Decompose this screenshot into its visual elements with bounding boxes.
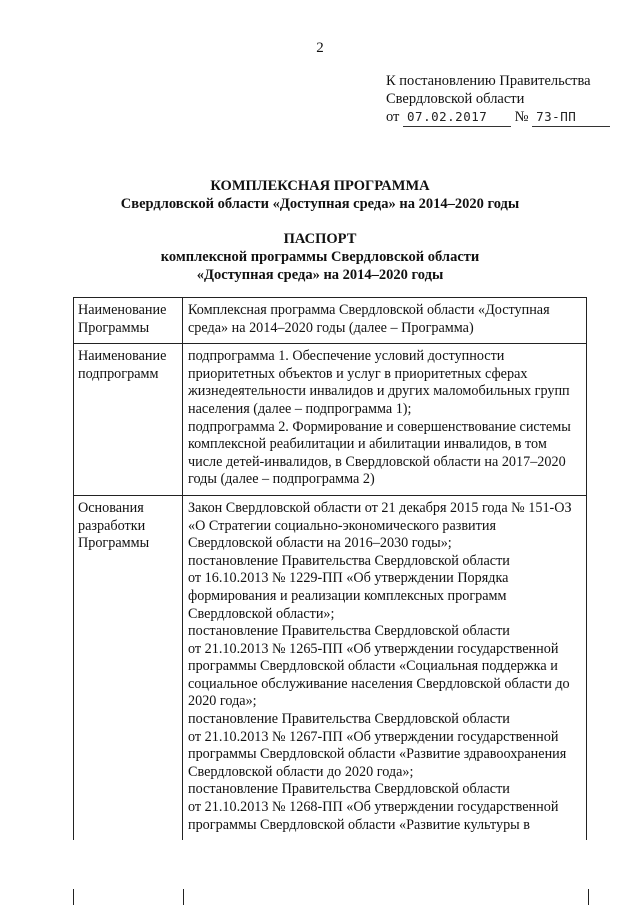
row-value-line: комплексной реабилитации и абилитации инвалидов, в том bbox=[188, 436, 547, 453]
row-value-line: среда» на 2014–2020 годы (далее – Программа) bbox=[188, 319, 474, 336]
row-value-line: программы Свердловской области «Развитие культуры в bbox=[188, 816, 530, 833]
row-value-line: от 21.10.2013 № 1268-ПП «Об утверждении государственной bbox=[188, 799, 559, 816]
row-value-line: подпрограмма 1. Обеспечение условий доступности bbox=[188, 348, 505, 365]
row-value-line: программы Свердловской области «Социальная поддержка и bbox=[188, 658, 558, 675]
decree-number: 73-ПП bbox=[532, 108, 610, 127]
row-value-line: социальное обслуживание населения Свердловской области до bbox=[188, 675, 570, 692]
row-value-line: постановление Правительства Свердловской области bbox=[188, 781, 510, 798]
row-value-cell bbox=[183, 298, 587, 344]
table-row bbox=[74, 344, 587, 496]
row-value-line: формирования и реализации комплексных программ bbox=[188, 587, 507, 604]
row-value-line: программы Свердловской области «Развитие здравоохранения bbox=[188, 746, 567, 763]
row-label-line: разработки bbox=[78, 517, 146, 534]
decree-date: 07.02.2017 bbox=[403, 108, 511, 127]
table-row bbox=[74, 298, 587, 344]
attachment-line-1: К постановлению Правительства bbox=[386, 73, 591, 89]
row-label-line: Программы bbox=[78, 535, 150, 552]
attachment-note bbox=[386, 72, 610, 127]
row-value-line: от 21.10.2013 № 1265-ПП «Об утверждении государственной bbox=[188, 640, 559, 657]
program-title-line-1: КОМПЛЕКСНАЯ ПРОГРАММА bbox=[210, 178, 430, 194]
row-value-line: Комплексная программа Свердловской области «Доступная bbox=[188, 302, 550, 318]
row-value-line: жизнедеятельности инвалидов и других маломобильных групп bbox=[188, 383, 570, 400]
passport-title-line-1: ПАСПОРТ bbox=[283, 231, 357, 247]
row-value-line: населения (далее – подпрограмма 1); bbox=[188, 400, 412, 417]
number-label: № bbox=[514, 109, 529, 125]
passport-table bbox=[73, 297, 587, 840]
attachment-line-2: Свердловской области bbox=[386, 91, 525, 107]
row-label-cell bbox=[74, 344, 183, 496]
row-value-line: подпрограмма 2. Формирование и совершенствование системы bbox=[188, 418, 571, 435]
row-value-line: постановление Правительства Свердловской области bbox=[188, 552, 510, 569]
table-continuation bbox=[73, 889, 589, 905]
program-title bbox=[0, 177, 640, 213]
row-value-cell bbox=[183, 495, 587, 840]
row-label-cell bbox=[74, 495, 183, 840]
program-title-line-2: Свердловской области «Доступная среда» на 2014–2020 годы bbox=[120, 196, 520, 212]
passport-title-line-3: «Доступная среда» на 2014–2020 годы bbox=[196, 267, 444, 283]
row-label-line: Наименование bbox=[78, 348, 167, 365]
table-row bbox=[74, 495, 587, 840]
attachment-line-3 bbox=[386, 108, 610, 127]
row-label-line: Основания bbox=[78, 499, 144, 516]
passport-title bbox=[0, 230, 640, 284]
row-value-line: числе детей-инвалидов, в Свердловской области на 2017–2020 bbox=[188, 453, 566, 470]
row-value-line: Свердловской области на 2016–2030 годы»; bbox=[188, 535, 452, 552]
row-label-line: подпрограмм bbox=[78, 365, 159, 382]
row-value-line: «О Стратегии социально-экономического развития bbox=[188, 517, 496, 534]
row-value-line: постановление Правительства Свердловской области bbox=[188, 711, 510, 728]
row-value-line: Свердловской области»; bbox=[188, 605, 335, 622]
row-value-line: постановление Правительства Свердловской области bbox=[188, 623, 510, 640]
row-value-line: от 16.10.2013 № 1229-ПП «Об утверждении Порядка bbox=[188, 570, 509, 587]
row-label-line: Программы bbox=[78, 319, 150, 336]
from-label: от bbox=[386, 109, 400, 125]
row-value-line: годы (далее – подпрограмма 2) bbox=[188, 471, 375, 488]
row-value-cell bbox=[183, 344, 587, 496]
row-value-line: 2020 года»; bbox=[188, 693, 257, 710]
row-value-line: от 21.10.2013 № 1267-ПП «Об утверждении государственной bbox=[188, 728, 559, 745]
page-number: 2 bbox=[316, 40, 324, 56]
row-value-line: Свердловской области до 2020 года»; bbox=[188, 763, 414, 780]
row-label-cell bbox=[74, 298, 183, 344]
passport-title-line-2: комплексной программы Свердловской области bbox=[160, 249, 480, 265]
table-column-divider bbox=[183, 889, 184, 905]
row-value-line: Закон Свердловской области от 21 декабря 2015 года № 151-ОЗ bbox=[188, 499, 572, 516]
row-value-line: приоритетных объектов и услуг в приоритетных сферах bbox=[188, 365, 528, 382]
row-label-line: Наименование bbox=[78, 302, 167, 318]
